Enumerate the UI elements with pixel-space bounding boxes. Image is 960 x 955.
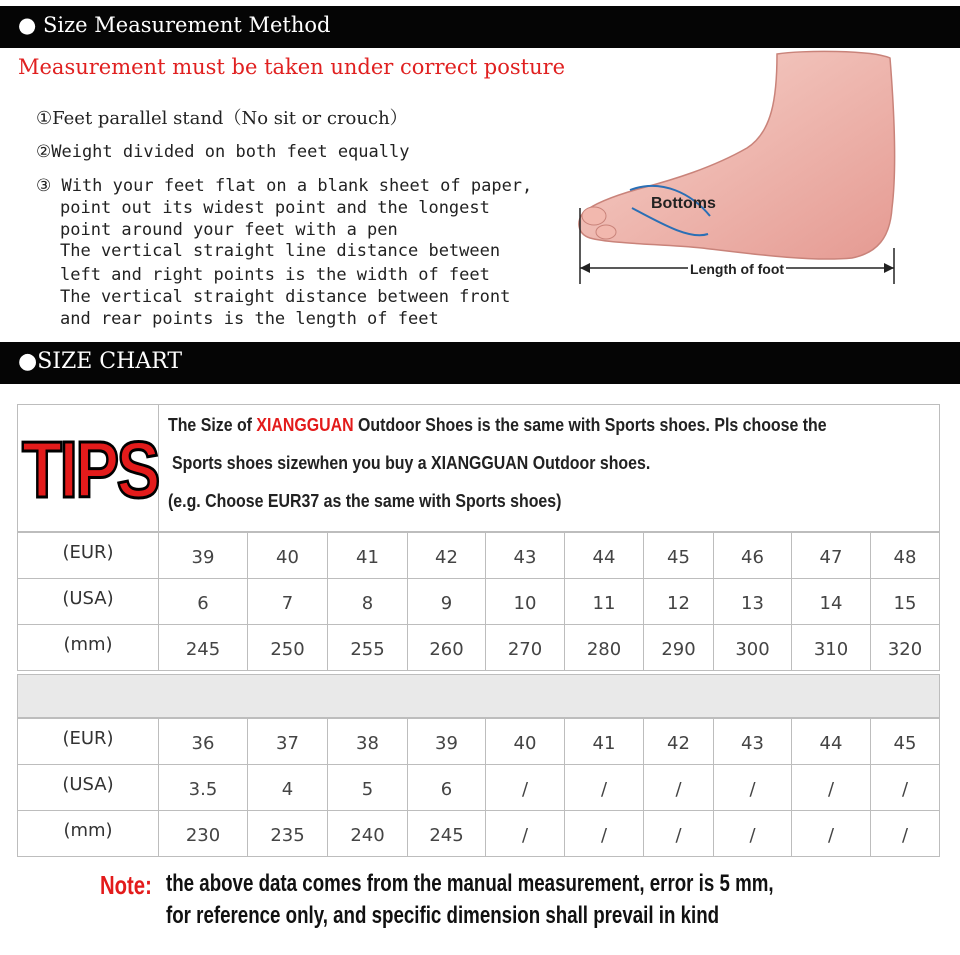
table-row bbox=[18, 533, 940, 579]
table-row bbox=[18, 719, 940, 765]
row-label: (mm) bbox=[18, 625, 159, 670]
posture-warning: Measurement must be taken under correct posture bbox=[18, 55, 566, 79]
size-cell: 40 bbox=[486, 719, 565, 764]
size-cell: 41 bbox=[565, 719, 644, 764]
table-row bbox=[18, 579, 940, 625]
size-cell: 6 bbox=[408, 765, 486, 810]
size-cell: 39 bbox=[159, 533, 248, 578]
size-cell: 43 bbox=[714, 719, 792, 764]
step-3-line-1: ③ With your feet flat on a blank sheet of paper, bbox=[36, 176, 533, 196]
table-row bbox=[18, 811, 940, 857]
size-cell: 240 bbox=[328, 811, 408, 856]
size-cell: 38 bbox=[328, 719, 408, 764]
size-cell: / bbox=[792, 811, 871, 856]
size-cell: / bbox=[486, 811, 565, 856]
size-cell: 13 bbox=[714, 579, 792, 624]
size-cell: 230 bbox=[159, 811, 248, 856]
size-cell: 15 bbox=[871, 579, 940, 624]
note-label: Note: bbox=[100, 870, 152, 900]
size-cell: 36 bbox=[159, 719, 248, 764]
step-3-line-4: The vertical straight line distance between bbox=[60, 241, 501, 261]
row-label: (EUR) bbox=[18, 719, 159, 764]
size-cell: 39 bbox=[408, 719, 486, 764]
size-cell: 12 bbox=[644, 579, 714, 624]
size-cell: / bbox=[565, 811, 644, 856]
foot-illustration bbox=[572, 48, 960, 340]
size-cell: / bbox=[714, 765, 792, 810]
size-cell: 11 bbox=[565, 579, 644, 624]
size-cell: 9 bbox=[408, 579, 486, 624]
size-cell: 320 bbox=[871, 625, 940, 670]
size-cell: 45 bbox=[644, 533, 714, 578]
row-label: (mm) bbox=[18, 811, 159, 856]
row-label: (USA) bbox=[18, 579, 159, 624]
length-of-foot-label: Length of foot bbox=[690, 261, 785, 277]
size-cell: 280 bbox=[565, 625, 644, 670]
size-cell: / bbox=[486, 765, 565, 810]
step-3-line-3: point around your feet with a pen bbox=[60, 220, 398, 240]
step-1: ①Feet parallel stand（No sit or crouch） bbox=[36, 108, 408, 129]
size-cell: 37 bbox=[248, 719, 328, 764]
size-cell: 235 bbox=[248, 811, 328, 856]
tips-heading: TIPS bbox=[22, 425, 158, 514]
table-row bbox=[18, 765, 940, 811]
section-title-text: SIZE CHART bbox=[37, 349, 183, 374]
brand-name: XIANGGUAN bbox=[256, 414, 354, 435]
note-line-1: the above data comes from the manual measurement, error is 5 mm, bbox=[166, 870, 774, 897]
section-title: ●SIZE CHART bbox=[18, 349, 183, 374]
step-3-line-2: point out its widest point and the longest bbox=[60, 198, 490, 218]
size-cell: 245 bbox=[408, 811, 486, 856]
size-cell: 7 bbox=[248, 579, 328, 624]
size-cell: 43 bbox=[486, 533, 565, 578]
size-cell: 4 bbox=[248, 765, 328, 810]
size-table-upper bbox=[17, 532, 940, 671]
size-cell: 255 bbox=[328, 625, 408, 670]
size-cell: 44 bbox=[792, 719, 871, 764]
tip-text: Outdoor Shoes is the same with Sports shoes. Pls choose the bbox=[353, 414, 827, 435]
size-cell: 5 bbox=[328, 765, 408, 810]
size-cell: / bbox=[714, 811, 792, 856]
size-cell: 250 bbox=[248, 625, 328, 670]
tip-line-3: (e.g. Choose EUR37 as the same with Sports shoes) bbox=[168, 490, 562, 511]
size-cell: 46 bbox=[714, 533, 792, 578]
section-header-measurement bbox=[0, 6, 960, 48]
table-spacer bbox=[17, 674, 940, 718]
tips-divider bbox=[158, 404, 159, 532]
step-2: ②Weight divided on both feet equally bbox=[36, 142, 410, 162]
size-cell: 14 bbox=[792, 579, 871, 624]
size-cell: 310 bbox=[792, 625, 871, 670]
size-cell: 48 bbox=[871, 533, 940, 578]
size-cell: 270 bbox=[486, 625, 565, 670]
size-cell: 40 bbox=[248, 533, 328, 578]
step-3-line-5: left and right points is the width of feet bbox=[60, 265, 490, 285]
size-cell: 47 bbox=[792, 533, 871, 578]
size-cell: 42 bbox=[408, 533, 486, 578]
size-cell: 42 bbox=[644, 719, 714, 764]
table-row bbox=[18, 625, 940, 671]
size-cell: 10 bbox=[486, 579, 565, 624]
size-cell: 245 bbox=[159, 625, 248, 670]
size-cell: / bbox=[792, 765, 871, 810]
size-cell: / bbox=[565, 765, 644, 810]
size-cell: 6 bbox=[159, 579, 248, 624]
size-cell: / bbox=[871, 765, 940, 810]
tip-text: The Size of bbox=[168, 414, 257, 435]
size-cell: 290 bbox=[644, 625, 714, 670]
size-cell: 44 bbox=[565, 533, 644, 578]
bottoms-label: Bottoms bbox=[651, 195, 716, 212]
size-cell: 8 bbox=[328, 579, 408, 624]
size-table-lower bbox=[17, 718, 940, 857]
size-cell: 3.5 bbox=[159, 765, 248, 810]
size-cell: 45 bbox=[871, 719, 940, 764]
size-cell: 41 bbox=[328, 533, 408, 578]
size-cell: 300 bbox=[714, 625, 792, 670]
size-cell: / bbox=[644, 811, 714, 856]
tip-line-1 bbox=[168, 414, 827, 436]
size-cell: / bbox=[644, 765, 714, 810]
size-cell: / bbox=[871, 811, 940, 856]
row-label: (EUR) bbox=[18, 533, 159, 578]
section-title-text: Size Measurement Method bbox=[43, 13, 331, 37]
row-label: (USA) bbox=[18, 765, 159, 810]
section-header-size-chart bbox=[0, 342, 960, 384]
step-3-line-7: and rear points is the length of feet bbox=[60, 309, 439, 329]
step-3-line-6: The vertical straight distance between front bbox=[60, 287, 511, 307]
size-cell: 260 bbox=[408, 625, 486, 670]
section-title: ● Size Measurement Method bbox=[18, 13, 331, 37]
tip-line-2: Sports shoes sizewhen you buy a XIANGGUAN Outdoor shoes. bbox=[172, 452, 651, 473]
note-line-2: for reference only, and specific dimension shall prevail in kind bbox=[166, 902, 720, 929]
